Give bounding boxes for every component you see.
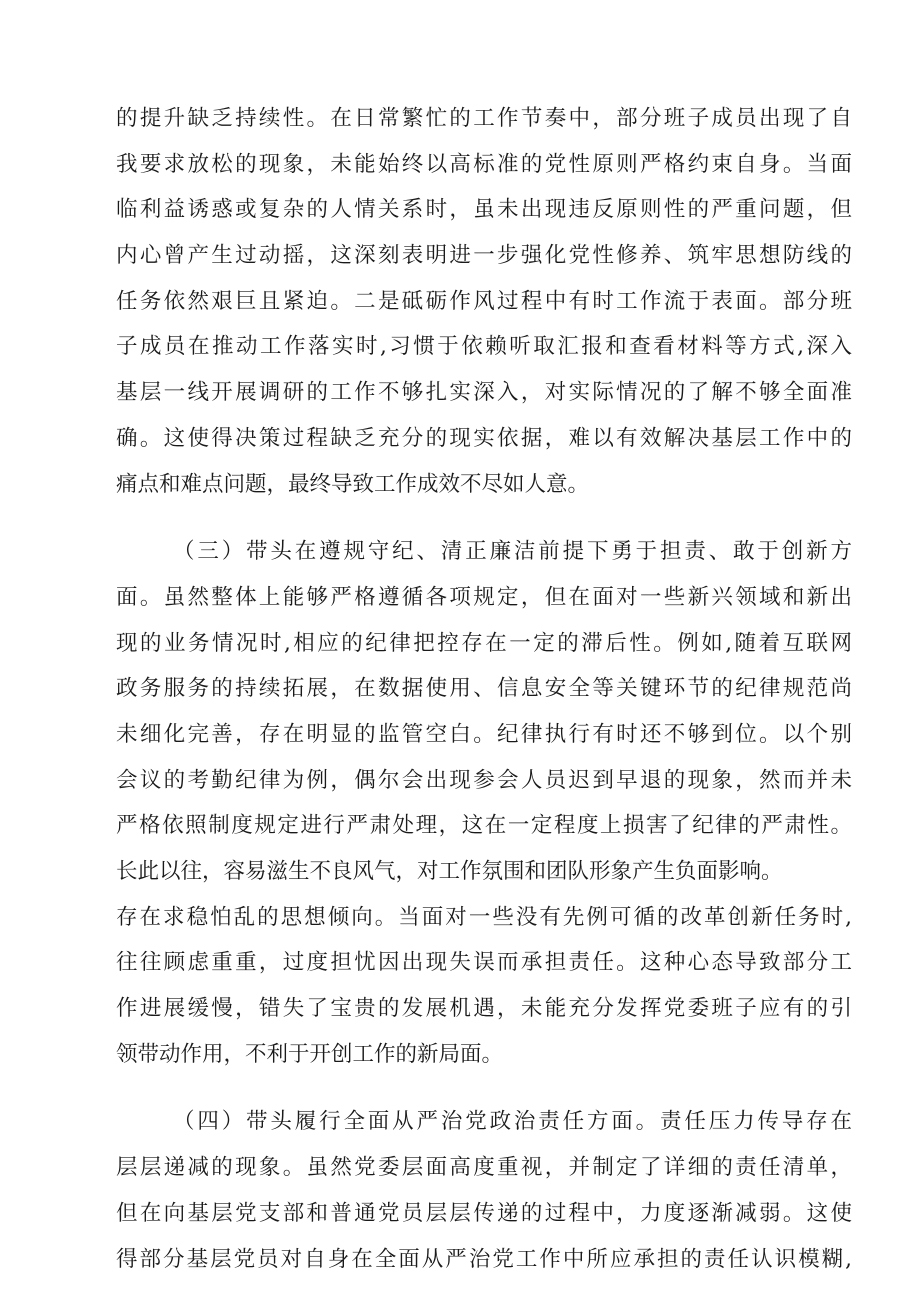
paragraph-line: 基层一线开展调研的工作不够扎实深入，对实际情况的了解不够全面准: [116, 380, 852, 406]
paragraph-3: [116, 1099, 852, 1282]
paragraph-line: 层层递减的现象。虽然党委层面高度重视，并制定了详细的责任清单，: [116, 1155, 852, 1181]
paragraph-line: 会议的考勤纪律为例，偶尔会出现参会人员迟到早退的现象，然而并未: [116, 767, 852, 793]
paragraph-line: 领带动作用，不利于开创工作的新局面。: [116, 1041, 504, 1067]
paragraph-line: 但在向基层党支部和普通党员层层传递的过程中，力度逐渐减弱。这使: [116, 1200, 852, 1226]
paragraph-line: 现的业务情况时,相应的纪律把控存在一定的滞后性。例如,随着互联网: [116, 630, 852, 656]
paragraph-1: [116, 96, 852, 507]
paragraph-line: 痛点和难点问题，最终导致工作成效不尽如人意。: [116, 471, 590, 497]
paragraph-line: 的提升缺乏持续性。在日常繁忙的工作节奏中，部分班子成员出现了自: [116, 106, 852, 131]
paragraph-line: 长此以往，容易滋生不良风气，对工作氛围和团队形象产生负面影响。: [116, 859, 783, 884]
paragraph-line: 存在求稳怕乱的思想倾向。当面对一些没有先例可循的改革创新任务时,: [116, 904, 852, 930]
paragraph-spacer: [116, 507, 852, 529]
paragraph-line: 我要求放松的现象，未能始终以高标准的党性原则严格约束自身。当面: [116, 151, 852, 177]
paragraph-line: （四）带头履行全面从严治党政治责任方面。责任压力传导存在: [173, 1109, 852, 1135]
paragraph-line: 子成员在推动工作落实时,习惯于依赖听取汇报和查看材料等方式,深入: [116, 334, 852, 360]
paragraph-2: [116, 529, 852, 1077]
paragraph-line: 面。虽然整体上能够严格遵循各项规定，但在面对一些新兴领域和新出: [116, 584, 852, 610]
paragraph-line: 政务服务的持续拓展，在数据使用、信息安全等关键环节的纪律规范尚: [116, 676, 852, 702]
paragraph-line: 往往顾虑重重，过度担忧因出现失误而承担责任。这种心态导致部分工: [116, 950, 852, 976]
paragraph-line: 未细化完善，存在明显的监管空白。纪律执行有时还不够到位。以个别: [116, 721, 852, 747]
document-body: [116, 96, 852, 1282]
paragraph-line: 得部分基层党员对自身在全面从严治党工作中所应承担的责任认识模糊,: [116, 1246, 852, 1272]
paragraph-line: 作进展缓慢，错失了宝贵的发展机遇，未能充分发挥党委班子应有的引: [116, 996, 852, 1022]
paragraph-line: 任务依然艰巨且紧迫。二是砥砺作风过程中有时工作流于表面。部分班: [116, 288, 852, 314]
paragraph-spacer: [116, 1077, 852, 1099]
paragraph-line: 确。这使得决策过程缺乏充分的现实依据，难以有效解决基层工作中的: [116, 425, 852, 451]
paragraph-line: 临利益诱惑或复杂的人情关系时，虽未出现违反原则性的严重问题，但: [116, 197, 852, 223]
paragraph-line: （三）带头在遵规守纪、清正廉洁前提下勇于担责、敢于创新方: [173, 539, 852, 565]
paragraph-line: 内心曾产生过动摇，这深刻表明进一步强化党性修养、筑牢思想防线的: [116, 243, 852, 269]
paragraph-line: 严格依照制度规定进行严肃处理，这在一定程度上损害了纪律的严肃性。: [116, 813, 852, 839]
